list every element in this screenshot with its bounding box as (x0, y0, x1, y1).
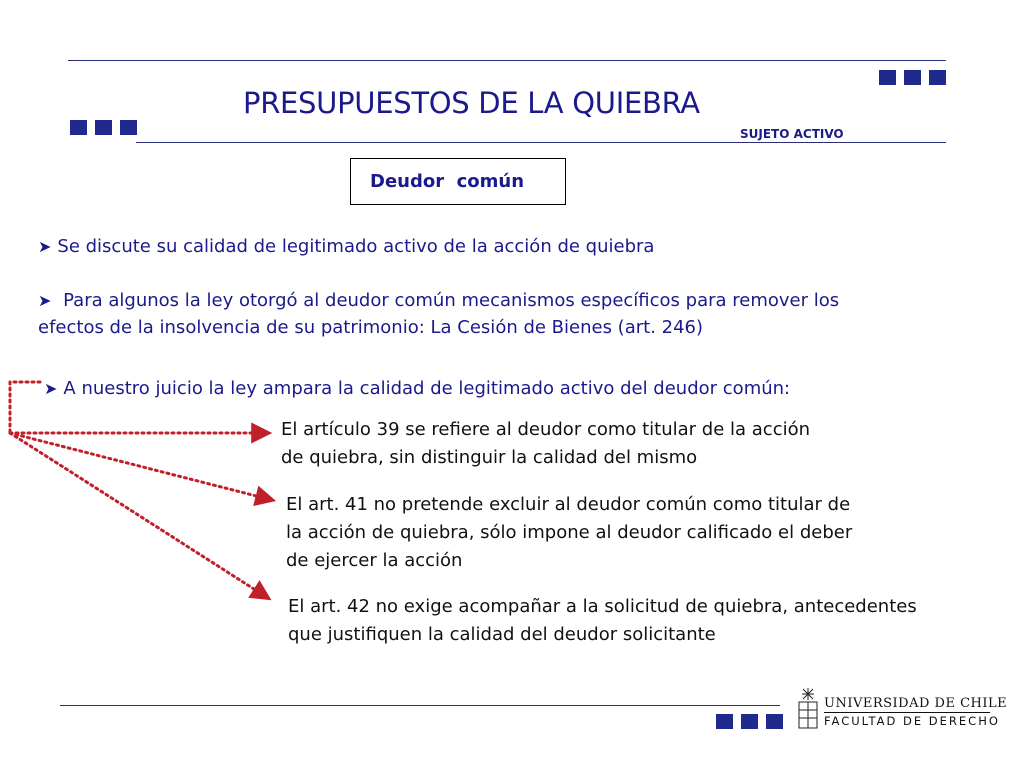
sub-point-3-line2: que justifiquen la calidad del deudor solicitante (288, 624, 716, 645)
connector-arrow-2 (10, 433, 272, 500)
sub-point-1 (281, 416, 810, 472)
topic-box-label: Deudor común (370, 171, 525, 192)
slide-subtitle: SUJETO ACTIVO (740, 127, 844, 141)
sub-point-1-line1: El artículo 39 se refiere al deudor como titular de la acción (281, 419, 811, 440)
sub-point-2-line2: la acción de quiebra, sólo impone al deudor calificado el deber (286, 522, 853, 543)
logo-divider (824, 712, 990, 713)
bullet-3-text: A nuestro juicio la ley ampara la calidad de legitimado activo del deudor común: (63, 378, 791, 399)
university-crest-icon (796, 686, 820, 732)
bullet-1-text: Se discute su calidad de legitimado activo de la acción de quiebra (57, 236, 655, 257)
logo-faculty-name: FACULTAD DE DERECHO (824, 714, 1000, 728)
bullet-arrow-icon: ➤ (38, 291, 52, 310)
sub-point-3-line1: El art. 42 no exige acompañar a la solicitud de quiebra, antecedentes (288, 596, 917, 617)
slide-title: PRESUPUESTOS DE LA QUIEBRA (243, 86, 700, 120)
bullet-2-line2: efectos de la insolvencia de su patrimonio: La Cesión de Bienes (art. 246) (38, 317, 704, 338)
sub-point-1-line2: de quiebra, sin distinguir la calidad del mismo (281, 447, 698, 468)
bullet-arrow-icon: ➤ (38, 237, 52, 256)
bullet-2-line1: Para algunos la ley otorgó al deudor común mecanismos específicos para remover los (57, 290, 840, 311)
logo-university-name: UNIVERSIDAD DE CHILE (824, 696, 1008, 711)
connector-bracket (10, 382, 40, 433)
sub-point-3 (288, 593, 917, 649)
university-logo (796, 686, 1008, 736)
sub-point-2-line1: El art. 41 no pretende excluir al deudor común como titular de (286, 494, 851, 515)
sub-point-2-line3: de ejercer la acción (286, 550, 463, 571)
sub-point-2 (286, 491, 852, 575)
bullet-arrow-icon: ➤ (44, 379, 58, 398)
connector-arrow-3 (10, 433, 268, 598)
